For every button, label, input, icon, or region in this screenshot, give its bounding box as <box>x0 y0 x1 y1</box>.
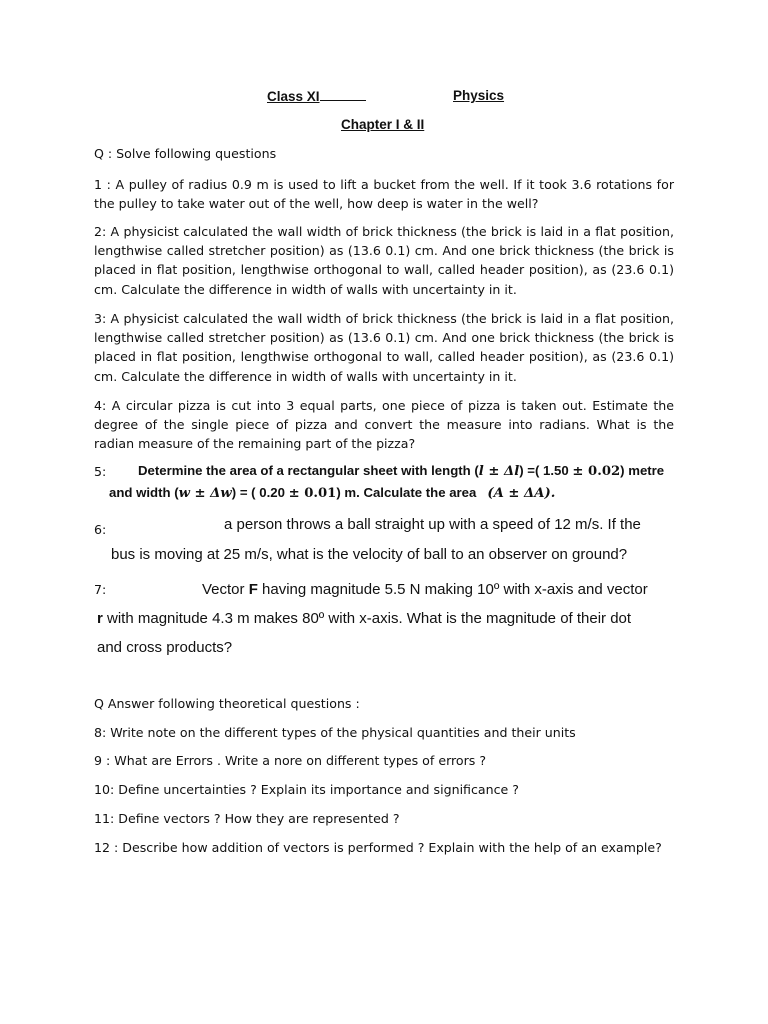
section2-heading: Q Answer following theoretical questions : <box>94 696 360 711</box>
question-5-line-1: Determine the area of a rectangular sheet with length (l ± Δl) =( 1.50 ± 0.02) metre <box>138 463 665 479</box>
question-6-number: 6: <box>94 522 107 537</box>
question-5-line-2: and width (w ± Δw) = ( 0.20 ± 0.01) m. Calculate the area (A ± ΔA). <box>109 485 556 501</box>
question-1: 1 : A pulley of radius 0.9 m is used to lift a bucket from the well. If it took 3.6 rotations for the pulley to take water out of the well, how deep is water in the well? <box>94 177 674 212</box>
class-label: Class XI <box>267 88 366 104</box>
question-11: 11: Define vectors ? How they are represented ? <box>94 811 400 826</box>
question-4: 4: A circular pizza is cut into 3 equal parts, one piece of pizza is taken out. Estimate the degree of the single piece of pizza and convert the measure into radians. What is the radian measure of the remaining part of the pizza? <box>94 398 674 452</box>
question-6-line-1: a person throws a ball straight up with a speed of 12 m/s. If the <box>224 516 641 533</box>
question-9: 9 : What are Errors . Write a nore on different types of errors ? <box>94 753 487 768</box>
section1-heading: Q : Solve following questions <box>94 146 277 161</box>
question-7-number: 7: <box>94 582 107 597</box>
subject-label: Physics <box>453 88 505 103</box>
question-5-number: 5: <box>94 464 107 479</box>
question-7-line-3: and cross products? <box>97 639 233 656</box>
question-3: 3: A physicist calculated the wall width of brick thickness (the brick is laid in a flat position, lengthwise called stretcher position) as (13.6 0.1) cm. And one brick thickness (the brick is placed in flat position, lengthwise orthogonal to wall, called header position), as (23.6 0.1) cm. Calculate the difference in width of walls with uncertainty in it. <box>94 311 674 384</box>
question-7-line-1: Vector F having magnitude 5.5 N making 10º with x-axis and vector <box>202 581 648 598</box>
class-underline-blank <box>320 88 366 101</box>
question-6-line-2: bus is moving at 25 m/s, what is the velocity of ball to an observer on ground? <box>111 546 628 563</box>
question-2: 2: A physicist calculated the wall width of brick thickness (the brick is laid in a flat position, lengthwise called stretcher position) as (13.6 0.1) cm. And one brick thickness (the brick is placed in flat position, lengthwise orthogonal to wall, called header position), as (23.6 0.1) cm. Calculate the difference in width of walls with uncertainty in it. <box>94 224 674 297</box>
question-12: 12 : Describe how addition of vectors is performed ? Explain with the help of an example? <box>94 840 662 855</box>
question-7-line-2: r with magnitude 4.3 m makes 80º with x-axis. What is the magnitude of their dot <box>97 610 632 627</box>
question-8: 8: Write note on the different types of the physical quantities and their units <box>94 725 576 740</box>
question-10: 10: Define uncertainties ? Explain its importance and significance ? <box>94 782 519 797</box>
chapter-label: Chapter I & II <box>341 117 425 132</box>
